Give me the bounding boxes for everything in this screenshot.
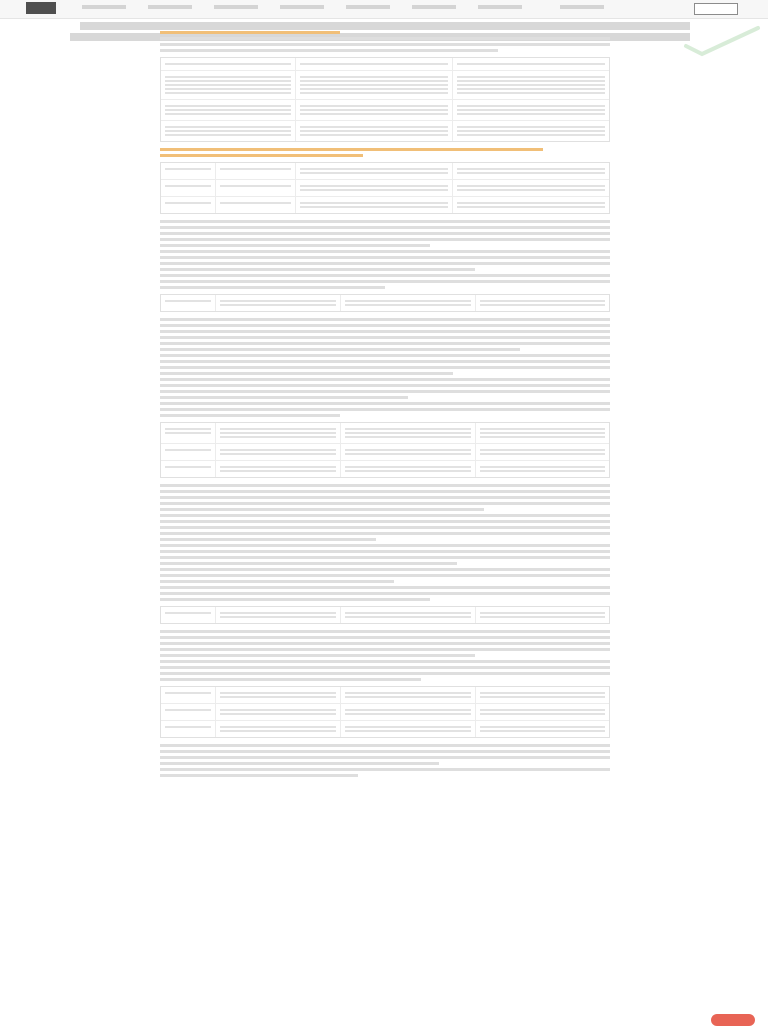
table-section-4 [160,422,610,478]
menu-icon[interactable] [26,2,56,14]
nav-item-5[interactable] [346,5,390,9]
table-section-3 [160,294,610,312]
brand-check-icon [680,20,768,60]
nav-item-6[interactable] [412,5,456,9]
table-section-1 [160,57,610,142]
nav-item-1[interactable] [82,5,126,9]
floating-action-button[interactable] [711,1014,755,1026]
nav-item-4[interactable] [280,5,324,9]
nav-action-button[interactable] [694,3,738,15]
site-nav-bar [0,0,768,19]
table-section-5 [160,606,610,624]
table-section-2 [160,162,610,214]
nav-item-8[interactable] [560,5,604,9]
table-section-6 [160,686,610,738]
nav-item-2[interactable] [148,5,192,9]
nav-item-7[interactable] [478,5,522,9]
nav-item-3[interactable] [214,5,258,9]
document-content [160,28,610,780]
